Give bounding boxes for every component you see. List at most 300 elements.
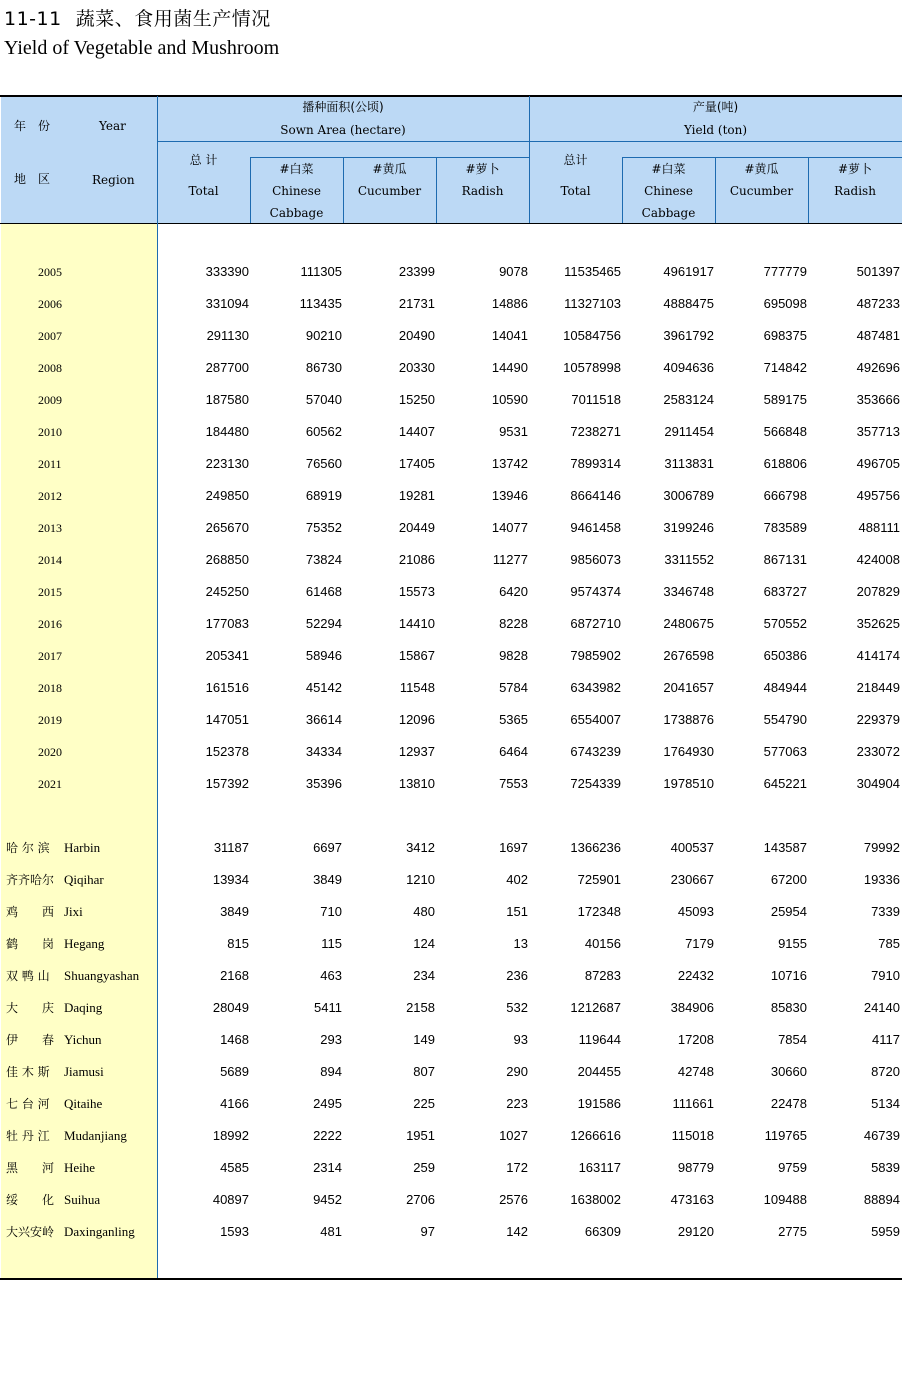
row-year-label: 2012 bbox=[38, 489, 62, 503]
cell-years.0-col8: 501397 bbox=[856, 264, 900, 279]
cell-regions.11-col2: 9452 bbox=[313, 1192, 342, 1207]
cell-regions.4-col8: 7910 bbox=[871, 968, 900, 983]
cell-regions.7-col8: 8720 bbox=[871, 1064, 900, 1079]
cell-years.8-col6: 3199246 bbox=[663, 520, 714, 535]
cell-regions.8-col6: 111661 bbox=[672, 1096, 714, 1111]
cell-years.11-col7: 570552 bbox=[763, 616, 807, 631]
cell-regions.0-col4: 1697 bbox=[499, 840, 528, 855]
row-year-label: 2020 bbox=[38, 745, 62, 759]
cell-years.13-col7: 484944 bbox=[763, 680, 807, 695]
table-row bbox=[0, 649, 902, 681]
cell-regions.0-col2: 6697 bbox=[313, 840, 342, 855]
row-region-label bbox=[6, 1129, 127, 1143]
cell-years.4-col3: 15250 bbox=[398, 392, 435, 407]
cell-regions.8-col5: 191586 bbox=[577, 1096, 621, 1111]
cell-regions.3-col3: 124 bbox=[413, 936, 435, 951]
cell-regions.0-col5: 1366236 bbox=[570, 840, 621, 855]
cell-regions.1-col8: 19336 bbox=[863, 872, 900, 887]
cell-years.4-col8: 353666 bbox=[856, 392, 900, 407]
cell-regions.0-col6: 400537 bbox=[670, 840, 714, 855]
table-row bbox=[0, 1001, 902, 1033]
cell-regions.3-col2: 115 bbox=[321, 936, 342, 951]
row-year-label: 2014 bbox=[38, 553, 62, 567]
table-row bbox=[0, 265, 902, 297]
cell-years.3-col8: 492696 bbox=[856, 360, 900, 375]
cell-regions.7-col3: 807 bbox=[413, 1064, 435, 1079]
cell-years.3-col1: 287700 bbox=[205, 360, 249, 375]
cell-years.2-col8: 487481 bbox=[856, 328, 900, 343]
cell-regions.5-col8: 24140 bbox=[863, 1000, 900, 1015]
cell-years.2-col6: 3961792 bbox=[663, 328, 714, 343]
table-row bbox=[0, 937, 902, 969]
cell-years.9-col2: 73824 bbox=[305, 552, 342, 567]
cell-years.7-col5: 8664146 bbox=[570, 488, 621, 503]
cell-years.8-col3: 20449 bbox=[398, 520, 435, 535]
region-name-cn: 绥 化 bbox=[6, 1193, 55, 1207]
header-sown-total-en: Total bbox=[188, 184, 219, 198]
row-region-label bbox=[6, 969, 139, 983]
row-year-label: 2010 bbox=[38, 425, 62, 439]
cell-regions.6-col2: 293 bbox=[320, 1032, 342, 1047]
header-sown-cabbage-en2: Cabbage bbox=[269, 206, 324, 220]
cell-regions.4-col4: 236 bbox=[506, 968, 528, 983]
cell-years.2-col2: 90210 bbox=[305, 328, 342, 343]
header-sown-total-cn: 总 计 bbox=[189, 153, 218, 167]
cell-regions.9-col8: 46739 bbox=[863, 1128, 900, 1143]
cell-regions.1-col2: 3849 bbox=[313, 872, 342, 887]
cell-years.12-col7: 650386 bbox=[763, 648, 807, 663]
cell-years.0-col1: 333390 bbox=[205, 264, 249, 279]
cell-years.10-col8: 207829 bbox=[856, 584, 900, 599]
cell-regions.8-col8: 5134 bbox=[871, 1096, 900, 1111]
cell-years.0-col4: 9078 bbox=[499, 264, 528, 279]
cell-regions.12-col5: 66309 bbox=[584, 1224, 621, 1239]
cell-years.8-col5: 9461458 bbox=[570, 520, 621, 535]
row-year-label: 2013 bbox=[38, 521, 62, 535]
cell-years.4-col1: 187580 bbox=[205, 392, 249, 407]
region-name-en: Hegang bbox=[64, 936, 105, 951]
cell-years.8-col4: 14077 bbox=[491, 520, 528, 535]
cell-years.11-col1: 177083 bbox=[205, 616, 249, 631]
header-yield-total-en: Total bbox=[560, 184, 591, 198]
cell-regions.10-col5: 163117 bbox=[578, 1160, 621, 1175]
cell-regions.6-col7: 7854 bbox=[778, 1032, 807, 1047]
cell-years.2-col5: 10584756 bbox=[563, 328, 621, 343]
table-number: 11-11 bbox=[4, 8, 62, 30]
cell-years.16-col5: 7254339 bbox=[570, 776, 621, 791]
cell-years.4-col4: 10590 bbox=[491, 392, 528, 407]
row-year-label: 2017 bbox=[38, 649, 62, 663]
cell-years.3-col4: 14490 bbox=[491, 360, 528, 375]
cell-years.2-col1: 291130 bbox=[206, 328, 249, 343]
row-year-label: 2018 bbox=[38, 681, 62, 695]
cell-regions.9-col1: 18992 bbox=[212, 1128, 249, 1143]
table-row bbox=[0, 1097, 902, 1129]
row-year-label: 2009 bbox=[38, 393, 62, 407]
cell-years.3-col2: 86730 bbox=[305, 360, 342, 375]
region-name-en: Daqing bbox=[64, 1000, 103, 1015]
cell-regions.11-col4: 2576 bbox=[499, 1192, 528, 1207]
cell-years.5-col3: 14407 bbox=[398, 424, 435, 439]
region-name-cn: 黑 河 bbox=[6, 1161, 55, 1175]
cell-regions.5-col4: 532 bbox=[506, 1000, 528, 1015]
row-region-label bbox=[6, 1225, 135, 1239]
cell-years.1-col5: 11327103 bbox=[564, 296, 621, 311]
cell-years.1-col7: 695098 bbox=[763, 296, 807, 311]
table-row bbox=[0, 873, 902, 905]
cell-regions.9-col5: 1266616 bbox=[570, 1128, 621, 1143]
cell-years.15-col6: 1764930 bbox=[663, 744, 714, 759]
row-year-label: 2016 bbox=[38, 617, 62, 631]
cell-regions.2-col8: 7339 bbox=[871, 904, 900, 919]
header-yield-cabbage-en2: Cabbage bbox=[641, 206, 696, 220]
cell-years.6-col7: 618806 bbox=[763, 456, 807, 471]
region-name-cn: 齐齐哈尔 bbox=[6, 873, 55, 887]
cell-years.5-col6: 2911454 bbox=[664, 424, 714, 439]
region-name-en: Qitaihe bbox=[64, 1096, 103, 1111]
cell-regions.3-col7: 9155 bbox=[778, 936, 807, 951]
cell-years.13-col5: 6343982 bbox=[570, 680, 621, 695]
cell-regions.7-col1: 5689 bbox=[220, 1064, 249, 1079]
table-row bbox=[0, 297, 902, 329]
cell-years.14-col8: 229379 bbox=[856, 712, 900, 727]
cell-years.4-col2: 57040 bbox=[305, 392, 342, 407]
cell-years.1-col6: 4888475 bbox=[663, 296, 714, 311]
cell-regions.11-col1: 40897 bbox=[212, 1192, 249, 1207]
cell-years.13-col4: 5784 bbox=[499, 680, 528, 695]
table-row bbox=[0, 425, 902, 457]
row-region-label bbox=[6, 1001, 102, 1015]
region-name-cn: 鸡 西 bbox=[6, 905, 55, 919]
cell-years.9-col5: 9856073 bbox=[570, 552, 621, 567]
cell-regions.10-col8: 5839 bbox=[871, 1160, 900, 1175]
cell-years.16-col3: 13810 bbox=[398, 776, 435, 791]
cell-regions.1-col4: 402 bbox=[506, 872, 528, 887]
cell-regions.7-col7: 30660 bbox=[770, 1064, 807, 1079]
cell-years.14-col7: 554790 bbox=[763, 712, 807, 727]
header-sown-radish-en: Radish bbox=[461, 184, 504, 198]
cell-regions.2-col2: 710 bbox=[320, 904, 342, 919]
region-name-cn: 佳 木 斯 bbox=[6, 1065, 50, 1079]
cell-years.16-col6: 1978510 bbox=[663, 776, 714, 791]
cell-years.5-col2: 60562 bbox=[305, 424, 342, 439]
cell-regions.4-col5: 87283 bbox=[584, 968, 621, 983]
row-region-label bbox=[6, 905, 83, 919]
region-name-en: Suihua bbox=[64, 1192, 101, 1207]
header-yield-cucumber-cn: #黄瓜 bbox=[744, 162, 779, 176]
header-sown-cn: 播种面积(公顷) bbox=[302, 100, 384, 114]
cell-regions.2-col6: 45093 bbox=[677, 904, 714, 919]
header-year-en: Year bbox=[99, 119, 126, 133]
cell-years.5-col5: 7238271 bbox=[570, 424, 621, 439]
cell-regions.7-col5: 204455 bbox=[577, 1064, 621, 1079]
cell-regions.10-col2: 2314 bbox=[313, 1160, 342, 1175]
table-row bbox=[0, 1065, 902, 1097]
cell-years.3-col6: 4094636 bbox=[663, 360, 714, 375]
region-name-cn: 伊 春 bbox=[6, 1033, 55, 1047]
cell-regions.5-col5: 1212687 bbox=[570, 1000, 621, 1015]
table-row bbox=[0, 553, 902, 585]
table-row bbox=[0, 1225, 902, 1257]
table-row bbox=[0, 745, 902, 777]
cell-years.13-col6: 2041657 bbox=[663, 680, 714, 695]
row-region-label bbox=[6, 1097, 102, 1111]
cell-years.12-col2: 58946 bbox=[305, 648, 342, 663]
table-row bbox=[0, 489, 902, 521]
table-row bbox=[0, 777, 902, 809]
table-row bbox=[0, 1161, 902, 1193]
cell-years.14-col3: 12096 bbox=[398, 712, 435, 727]
cell-regions.11-col6: 473163 bbox=[670, 1192, 714, 1207]
cell-years.9-col8: 424008 bbox=[856, 552, 900, 567]
cell-years.10-col4: 6420 bbox=[499, 584, 528, 599]
cell-years.16-col1: 157392 bbox=[205, 776, 249, 791]
cell-years.15-col4: 6464 bbox=[499, 744, 528, 759]
cell-regions.12-col8: 5959 bbox=[871, 1224, 900, 1239]
cell-years.15-col3: 12937 bbox=[398, 744, 435, 759]
header-sown-en: Sown Area (hectare) bbox=[280, 123, 406, 137]
cell-years.10-col2: 61468 bbox=[305, 584, 342, 599]
table-row bbox=[0, 585, 902, 617]
cell-regions.9-col6: 115018 bbox=[671, 1128, 714, 1143]
row-region-label bbox=[6, 1193, 100, 1207]
cell-regions.5-col6: 384906 bbox=[670, 1000, 714, 1015]
header-sub-rule-left bbox=[250, 157, 529, 158]
cell-regions.3-col6: 7179 bbox=[685, 936, 714, 951]
cell-years.6-col1: 223130 bbox=[205, 456, 249, 471]
cell-regions.0-col1: 31187 bbox=[213, 840, 249, 855]
cell-regions.1-col5: 725901 bbox=[577, 872, 621, 887]
header-sown-cabbage-cn: #白菜 bbox=[279, 162, 314, 176]
cell-regions.0-col7: 143587 bbox=[763, 840, 807, 855]
cell-years.0-col5: 11535465 bbox=[564, 264, 621, 279]
cell-years.16-col7: 645221 bbox=[763, 776, 807, 791]
region-name-en: Jiamusi bbox=[64, 1064, 104, 1079]
cell-regions.3-col1: 815 bbox=[227, 936, 249, 951]
region-name-cn: 大 庆 bbox=[6, 1001, 55, 1015]
cell-regions.8-col1: 4166 bbox=[220, 1096, 249, 1111]
region-name-cn: 大兴安岭 bbox=[6, 1225, 55, 1239]
region-name-en: Mudanjiang bbox=[64, 1128, 127, 1143]
cell-years.5-col7: 566848 bbox=[763, 424, 807, 439]
cell-years.6-col8: 496705 bbox=[856, 456, 900, 471]
cell-regions.4-col2: 463 bbox=[320, 968, 342, 983]
cell-regions.3-col8: 785 bbox=[878, 936, 900, 951]
cell-years.10-col1: 245250 bbox=[205, 584, 249, 599]
row-region-label bbox=[6, 1065, 104, 1079]
cell-years.5-col4: 9531 bbox=[499, 424, 528, 439]
cell-years.14-col4: 5365 bbox=[499, 712, 528, 727]
row-year-label: 2021 bbox=[38, 777, 62, 791]
cell-years.7-col7: 666798 bbox=[763, 488, 807, 503]
cell-years.0-col2: 111305 bbox=[300, 264, 342, 279]
cell-years.15-col2: 34334 bbox=[305, 744, 342, 759]
cell-years.5-col1: 184480 bbox=[205, 424, 249, 439]
cell-regions.0-col8: 79992 bbox=[863, 840, 900, 855]
cell-regions.12-col2: 481 bbox=[320, 1224, 342, 1239]
row-year-label: 2011 bbox=[38, 457, 62, 471]
cell-regions.12-col3: 97 bbox=[420, 1224, 435, 1239]
cell-regions.1-col1: 13934 bbox=[212, 872, 249, 887]
table-row bbox=[0, 329, 902, 361]
header-yield-total-cn: 总计 bbox=[563, 153, 588, 167]
row-year-label: 2007 bbox=[38, 329, 62, 343]
cell-regions.10-col4: 172 bbox=[506, 1160, 528, 1175]
cell-regions.9-col4: 1027 bbox=[499, 1128, 528, 1143]
header-sown-cucumber-cn: #黄瓜 bbox=[372, 162, 407, 176]
region-name-en: Jixi bbox=[64, 904, 83, 919]
cell-regions.2-col4: 151 bbox=[506, 904, 528, 919]
cell-years.9-col3: 21086 bbox=[398, 552, 435, 567]
cell-years.6-col6: 3113831 bbox=[664, 456, 714, 471]
header-yield-cabbage-cn: #白菜 bbox=[651, 162, 686, 176]
cell-years.12-col5: 7985902 bbox=[570, 648, 621, 663]
cell-regions.2-col7: 25954 bbox=[770, 904, 807, 919]
cell-years.5-col8: 357713 bbox=[856, 424, 900, 439]
cell-years.6-col4: 13742 bbox=[491, 456, 528, 471]
header-sown-radish-cn: #萝卜 bbox=[465, 162, 500, 176]
table-row bbox=[0, 521, 902, 553]
cell-regions.5-col1: 28049 bbox=[212, 1000, 249, 1015]
cell-years.4-col7: 589175 bbox=[763, 392, 807, 407]
table-row bbox=[0, 617, 902, 649]
table-row bbox=[0, 969, 902, 1001]
cell-years.7-col4: 13946 bbox=[491, 488, 528, 503]
header-yield-radish-en: Radish bbox=[834, 184, 876, 198]
header-yield-radish-cn: #萝卜 bbox=[837, 162, 873, 176]
cell-regions.6-col8: 4117 bbox=[872, 1032, 900, 1047]
cell-regions.6-col4: 93 bbox=[513, 1032, 528, 1047]
header-yield-en: Yield (ton) bbox=[683, 123, 748, 137]
cell-regions.4-col1: 2168 bbox=[220, 968, 249, 983]
cell-years.12-col1: 205341 bbox=[205, 648, 249, 663]
row-region-label bbox=[6, 937, 104, 951]
table-row bbox=[0, 681, 902, 713]
table-header bbox=[1, 96, 902, 223]
region-name-en: Daxinganling bbox=[64, 1224, 135, 1239]
cell-regions.11-col8: 88894 bbox=[863, 1192, 900, 1207]
cell-regions.8-col4: 223 bbox=[506, 1096, 528, 1111]
cell-years.10-col7: 683727 bbox=[763, 584, 807, 599]
table-title-en: Yield of Vegetable and Mushroom bbox=[4, 37, 280, 59]
cell-regions.7-col2: 894 bbox=[320, 1064, 342, 1079]
cell-regions.4-col3: 234 bbox=[413, 968, 435, 983]
cell-years.11-col8: 352625 bbox=[856, 616, 900, 631]
region-name-cn: 双 鸭 山 bbox=[6, 969, 50, 983]
cell-years.10-col6: 3346748 bbox=[663, 584, 714, 599]
cell-years.0-col6: 4961917 bbox=[663, 264, 714, 279]
cell-years.2-col4: 14041 bbox=[491, 328, 528, 343]
region-name-en: Shuangyashan bbox=[64, 968, 140, 983]
cell-years.6-col2: 76560 bbox=[305, 456, 342, 471]
cell-years.16-col2: 35396 bbox=[305, 776, 342, 791]
cell-years.14-col5: 6554007 bbox=[570, 712, 621, 727]
cell-years.13-col3: 11548 bbox=[399, 680, 435, 695]
cell-regions.9-col3: 1951 bbox=[406, 1128, 435, 1143]
cell-years.13-col8: 218449 bbox=[856, 680, 900, 695]
cell-regions.11-col3: 2706 bbox=[406, 1192, 435, 1207]
cell-regions.10-col1: 4585 bbox=[220, 1160, 249, 1175]
cell-regions.5-col7: 85830 bbox=[770, 1000, 807, 1015]
header-yield-cucumber-en: Cucumber bbox=[729, 184, 794, 198]
cell-regions.10-col3: 259 bbox=[413, 1160, 435, 1175]
cell-years.12-col4: 9828 bbox=[499, 648, 528, 663]
cell-regions.12-col4: 142 bbox=[506, 1224, 528, 1239]
table-row bbox=[0, 1129, 902, 1161]
cell-years.7-col2: 68919 bbox=[305, 488, 342, 503]
row-year-label: 2019 bbox=[38, 713, 62, 727]
cell-regions.5-col3: 2158 bbox=[406, 1000, 435, 1015]
row-year-label: 2005 bbox=[38, 265, 62, 279]
cell-years.4-col6: 2583124 bbox=[663, 392, 714, 407]
cell-years.7-col6: 3006789 bbox=[663, 488, 714, 503]
cell-years.9-col6: 3311552 bbox=[664, 552, 714, 567]
row-region-label bbox=[6, 841, 100, 855]
header-yield-cabbage-en1: Chinese bbox=[644, 184, 693, 198]
header-yield-cn: 产量(吨) bbox=[692, 100, 739, 114]
table-title-chinese: 蔬菜、食用菌生产情况 bbox=[75, 8, 271, 30]
table-row bbox=[0, 905, 902, 937]
cell-regions.11-col5: 1638002 bbox=[570, 1192, 621, 1207]
cell-regions.7-col4: 290 bbox=[506, 1064, 528, 1079]
cell-years.3-col5: 10578998 bbox=[563, 360, 621, 375]
row-year-label: 2015 bbox=[38, 585, 62, 599]
cell-years.0-col7: 777779 bbox=[763, 264, 807, 279]
cell-years.15-col8: 233072 bbox=[856, 744, 900, 759]
cell-years.1-col4: 14886 bbox=[491, 296, 528, 311]
cell-years.14-col2: 36614 bbox=[305, 712, 342, 727]
table-row bbox=[0, 393, 902, 425]
cell-years.9-col1: 268850 bbox=[205, 552, 249, 567]
cell-years.3-col3: 20330 bbox=[398, 360, 435, 375]
row-year-label: 2006 bbox=[38, 297, 62, 311]
region-name-en: Qiqihar bbox=[64, 872, 104, 887]
cell-regions.9-col2: 2222 bbox=[313, 1128, 342, 1143]
header-year-cn: 年 份 bbox=[14, 119, 51, 133]
cell-years.6-col5: 7899314 bbox=[570, 456, 621, 471]
header-top-rule bbox=[0, 95, 902, 97]
cell-years.11-col2: 52294 bbox=[305, 616, 342, 631]
cell-regions.8-col2: 2495 bbox=[313, 1096, 342, 1111]
cell-years.0-col3: 23399 bbox=[398, 264, 435, 279]
region-name-cn: 牡 丹 江 bbox=[6, 1129, 50, 1143]
cell-regions.1-col6: 230667 bbox=[670, 872, 714, 887]
cell-years.15-col1: 152378 bbox=[205, 744, 249, 759]
cell-years.13-col1: 161516 bbox=[205, 680, 249, 695]
cell-years.1-col8: 487233 bbox=[856, 296, 900, 311]
table-row bbox=[0, 713, 902, 745]
table-row bbox=[0, 1193, 902, 1225]
cell-years.1-col3: 21731 bbox=[398, 296, 435, 311]
cell-years.4-col5: 7011518 bbox=[571, 392, 621, 407]
cell-years.12-col3: 15867 bbox=[398, 648, 435, 663]
region-name-cn: 鹤 岗 bbox=[6, 937, 55, 951]
cell-years.6-col3: 17405 bbox=[398, 456, 435, 471]
row-year-label: 2008 bbox=[38, 361, 62, 375]
table-row bbox=[0, 457, 902, 489]
cell-years.16-col8: 304904 bbox=[856, 776, 900, 791]
cell-years.15-col5: 6743239 bbox=[570, 744, 621, 759]
cell-regions.12-col7: 2775 bbox=[778, 1224, 807, 1239]
region-name-cn: 七 台 河 bbox=[6, 1097, 50, 1111]
cell-regions.1-col7: 67200 bbox=[770, 872, 807, 887]
cell-regions.3-col4: 13 bbox=[513, 936, 528, 951]
cell-regions.12-col6: 29120 bbox=[677, 1224, 714, 1239]
cell-regions.1-col3: 1210 bbox=[406, 872, 435, 887]
table-row bbox=[0, 1033, 902, 1065]
cell-years.13-col2: 45142 bbox=[305, 680, 342, 695]
cell-years.14-col6: 1738876 bbox=[663, 712, 714, 727]
